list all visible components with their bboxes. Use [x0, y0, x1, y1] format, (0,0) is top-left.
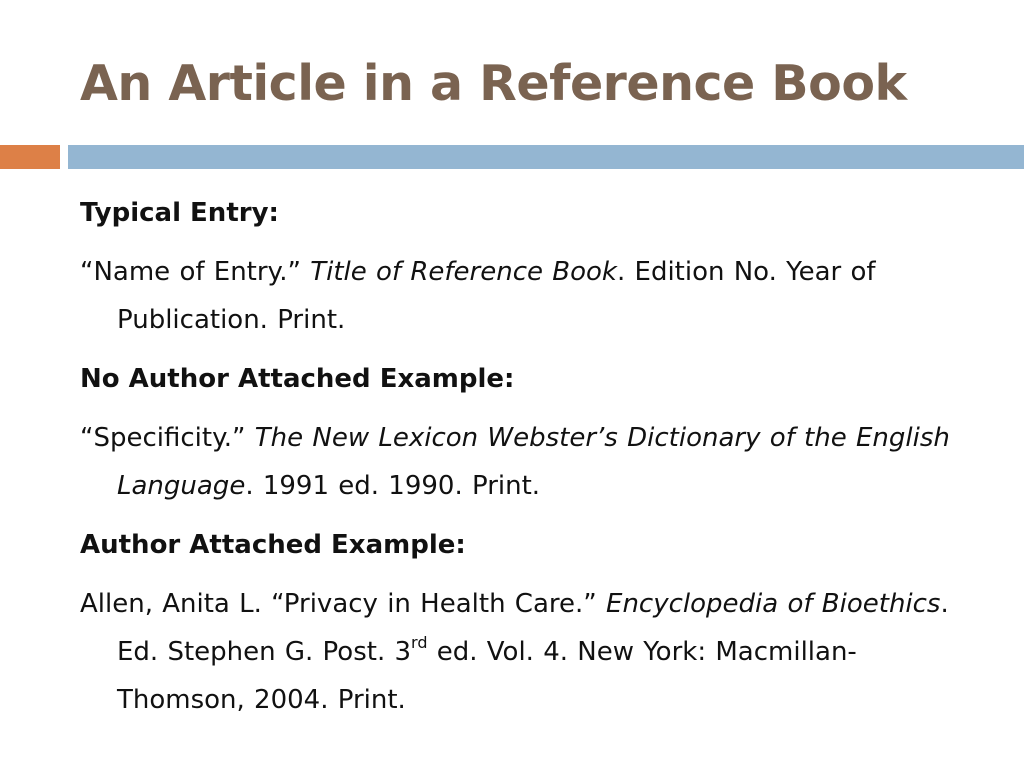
- typical-entry-citation: [80, 248, 960, 344]
- citation-text: Allen, Anita L. “Privacy in Health Care.”: [80, 589, 607, 619]
- citation-book-title: The New Lexicon Webster’s Dictionary of the English Language: [117, 423, 950, 501]
- citation-text: . 1991 ed. 1990. Print.: [245, 471, 541, 501]
- slide-title: An Article in a Reference Book: [80, 55, 907, 112]
- title-rule-bar: [68, 145, 1024, 169]
- no-author-example-citation: [80, 414, 960, 510]
- slide-content: [80, 190, 960, 736]
- typical-entry-heading: Typical Entry:: [80, 198, 279, 228]
- citation-text: ed. Vol. 4. New York: Macmillan-Thomson, 2004. Print.: [117, 637, 857, 715]
- ordinal-superscript: rd: [411, 633, 428, 652]
- citation-book-title: Encyclopedia of Bioethics: [606, 589, 941, 619]
- no-author-example-heading: No Author Attached Example:: [80, 364, 515, 394]
- citation-text: “Name of Entry.”: [80, 257, 311, 287]
- citation-text: . Ed. Stephen G. Post. 3: [117, 589, 949, 667]
- citation-book-title: Title of Reference Book: [310, 257, 617, 287]
- author-example-citation: [80, 580, 960, 724]
- citation-text: . Edition No. Year of Publication. Print.: [117, 257, 876, 335]
- author-example-heading: Author Attached Example:: [80, 530, 466, 560]
- accent-bar: [0, 145, 60, 169]
- citation-text: “Specificity.”: [80, 423, 255, 453]
